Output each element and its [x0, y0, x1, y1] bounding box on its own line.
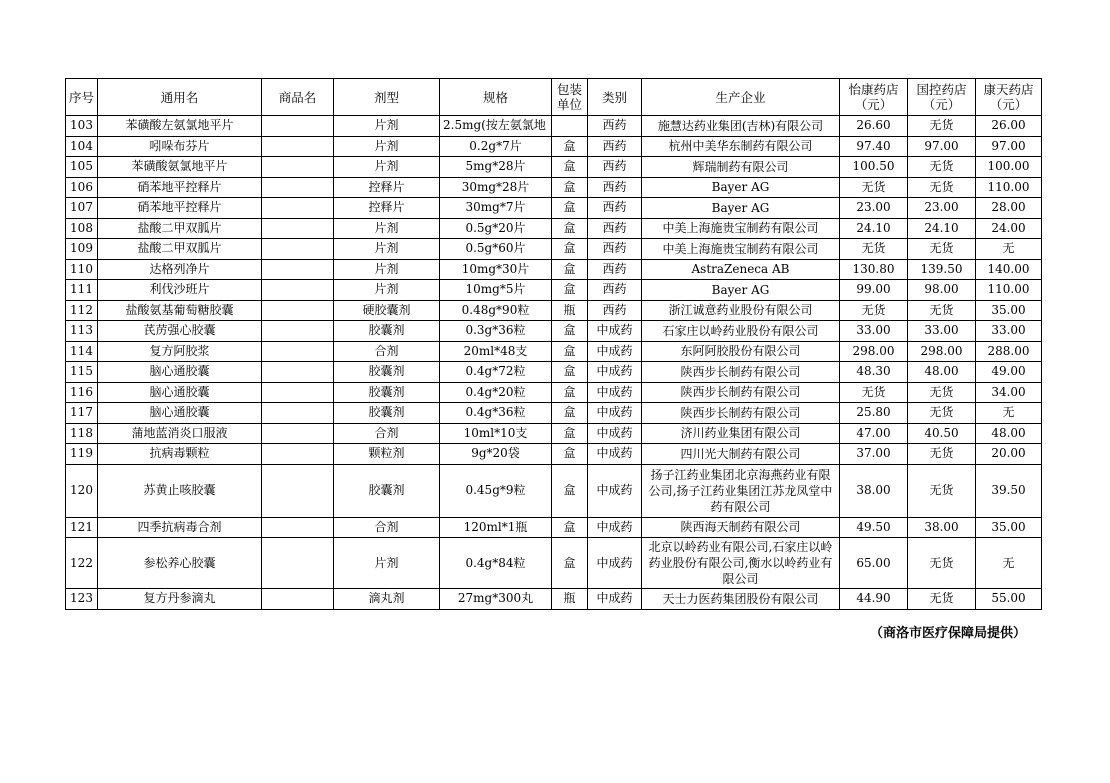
table-row — [66, 198, 1042, 219]
cell-price-guokong: 无货 — [908, 403, 976, 424]
cell-seq: 120 — [66, 464, 98, 517]
table-body — [66, 116, 1042, 610]
cell-category: 西药 — [588, 177, 642, 198]
cell-price-guokong: 无货 — [908, 589, 976, 610]
cell-price-yikang: 25.80 — [840, 403, 908, 424]
cell-package-unit: 盒 — [552, 538, 588, 589]
cell-seq: 103 — [66, 116, 98, 137]
cell-category: 西药 — [588, 116, 642, 137]
cell-price-yikang: 无货 — [840, 382, 908, 403]
cell-spec: 120ml*1瓶 — [440, 517, 552, 538]
table-header-row — [66, 79, 1042, 116]
cell-price-kangtian: 48.00 — [976, 423, 1042, 444]
cell-brand-name — [262, 321, 334, 342]
cell-generic-name: 复方阿胶浆 — [98, 341, 262, 362]
cell-seq: 112 — [66, 300, 98, 321]
cell-generic-name: 苯磺酸左氨氯地平片 — [98, 116, 262, 137]
table-row — [66, 259, 1042, 280]
cell-dosage-form: 片剂 — [334, 259, 440, 280]
cell-seq: 108 — [66, 218, 98, 239]
cell-seq: 122 — [66, 538, 98, 589]
cell-price-guokong: 无货 — [908, 177, 976, 198]
cell-dosage-form: 片剂 — [334, 280, 440, 301]
table-row — [66, 341, 1042, 362]
cell-spec: 0.4g*84粒 — [440, 538, 552, 589]
header-brand-name: 商品名 — [262, 79, 334, 116]
cell-price-yikang: 130.80 — [840, 259, 908, 280]
cell-dosage-form: 片剂 — [334, 218, 440, 239]
cell-price-guokong: 无货 — [908, 157, 976, 178]
table-row — [66, 382, 1042, 403]
drug-price-table — [65, 78, 1042, 610]
cell-brand-name — [262, 403, 334, 424]
cell-category: 西药 — [588, 136, 642, 157]
cell-spec: 0.4g*72粒 — [440, 362, 552, 383]
cell-category: 西药 — [588, 259, 642, 280]
cell-dosage-form: 片剂 — [334, 116, 440, 137]
cell-price-guokong: 无货 — [908, 538, 976, 589]
cell-package-unit: 盒 — [552, 321, 588, 342]
cell-package-unit: 盒 — [552, 177, 588, 198]
cell-package-unit: 盒 — [552, 136, 588, 157]
cell-price-kangtian: 110.00 — [976, 280, 1042, 301]
cell-manufacturer: 扬子江药业集团北京海燕药业有限公司,扬子江药业集团江苏龙凤堂中药有限公司 — [642, 464, 840, 517]
cell-brand-name — [262, 341, 334, 362]
table-row — [66, 403, 1042, 424]
table-row — [66, 157, 1042, 178]
cell-generic-name: 盐酸二甲双胍片 — [98, 218, 262, 239]
cell-price-guokong: 40.50 — [908, 423, 976, 444]
cell-generic-name: 盐酸二甲双胍片 — [98, 239, 262, 260]
cell-spec: 0.4g*36粒 — [440, 403, 552, 424]
cell-category: 中成药 — [588, 538, 642, 589]
cell-generic-name: 脑心通胶囊 — [98, 362, 262, 383]
cell-dosage-form: 滴丸剂 — [334, 589, 440, 610]
cell-price-yikang: 38.00 — [840, 464, 908, 517]
cell-brand-name — [262, 464, 334, 517]
cell-brand-name — [262, 300, 334, 321]
cell-seq: 116 — [66, 382, 98, 403]
cell-seq: 104 — [66, 136, 98, 157]
cell-price-kangtian: 24.00 — [976, 218, 1042, 239]
cell-package-unit: 盒 — [552, 517, 588, 538]
table-row — [66, 177, 1042, 198]
cell-category: 中成药 — [588, 464, 642, 517]
cell-price-guokong: 23.00 — [908, 198, 976, 219]
cell-seq: 114 — [66, 341, 98, 362]
cell-dosage-form: 片剂 — [334, 239, 440, 260]
cell-package-unit: 盒 — [552, 198, 588, 219]
cell-spec: 0.3g*36粒 — [440, 321, 552, 342]
cell-seq: 121 — [66, 517, 98, 538]
header-store-guokong: 国控药店（元） — [908, 79, 976, 116]
cell-spec: 0.2g*7片 — [440, 136, 552, 157]
cell-category: 中成药 — [588, 362, 642, 383]
cell-dosage-form: 胶囊剂 — [334, 382, 440, 403]
cell-spec: 27mg*300丸 — [440, 589, 552, 610]
cell-manufacturer: 中美上海施贵宝制药有限公司 — [642, 239, 840, 260]
cell-brand-name — [262, 589, 334, 610]
cell-dosage-form: 合剂 — [334, 423, 440, 444]
cell-category: 中成药 — [588, 517, 642, 538]
cell-dosage-form: 片剂 — [334, 538, 440, 589]
cell-spec: 20ml*48支 — [440, 341, 552, 362]
cell-seq: 109 — [66, 239, 98, 260]
cell-package-unit: 盒 — [552, 157, 588, 178]
cell-spec: 10mg*5片 — [440, 280, 552, 301]
cell-package-unit: 盒 — [552, 464, 588, 517]
cell-generic-name: 复方丹参滴丸 — [98, 589, 262, 610]
cell-price-guokong: 97.00 — [908, 136, 976, 157]
cell-category: 西药 — [588, 198, 642, 219]
cell-dosage-form: 胶囊剂 — [334, 464, 440, 517]
cell-seq: 113 — [66, 321, 98, 342]
table-row — [66, 280, 1042, 301]
cell-price-kangtian: 110.00 — [976, 177, 1042, 198]
header-manufacturer: 生产企业 — [642, 79, 840, 116]
cell-price-kangtian: 39.50 — [976, 464, 1042, 517]
table-row — [66, 136, 1042, 157]
cell-price-kangtian: 49.00 — [976, 362, 1042, 383]
cell-generic-name: 脑心通胶囊 — [98, 403, 262, 424]
cell-price-yikang: 100.50 — [840, 157, 908, 178]
cell-price-kangtian: 无 — [976, 538, 1042, 589]
header-spec: 规格 — [440, 79, 552, 116]
cell-dosage-form: 合剂 — [334, 517, 440, 538]
cell-price-guokong: 48.00 — [908, 362, 976, 383]
cell-package-unit: 盒 — [552, 362, 588, 383]
cell-spec: 0.5g*20片 — [440, 218, 552, 239]
cell-brand-name — [262, 517, 334, 538]
cell-price-kangtian: 100.00 — [976, 157, 1042, 178]
cell-dosage-form: 片剂 — [334, 136, 440, 157]
cell-manufacturer: 济川药业集团有限公司 — [642, 423, 840, 444]
table-row — [66, 300, 1042, 321]
cell-category: 中成药 — [588, 403, 642, 424]
cell-price-kangtian: 35.00 — [976, 300, 1042, 321]
cell-spec: 10mg*30片 — [440, 259, 552, 280]
table-row — [66, 464, 1042, 517]
cell-spec: 5mg*28片 — [440, 157, 552, 178]
cell-generic-name: 参松养心胶囊 — [98, 538, 262, 589]
cell-spec: 0.4g*20粒 — [440, 382, 552, 403]
cell-price-yikang: 47.00 — [840, 423, 908, 444]
cell-price-yikang: 无货 — [840, 239, 908, 260]
table-row — [66, 362, 1042, 383]
header-seq: 序号 — [66, 79, 98, 116]
cell-price-kangtian: 无 — [976, 403, 1042, 424]
cell-price-guokong: 无货 — [908, 300, 976, 321]
cell-brand-name — [262, 218, 334, 239]
header-category: 类别 — [588, 79, 642, 116]
cell-price-yikang: 37.00 — [840, 444, 908, 465]
cell-package-unit: 盒 — [552, 403, 588, 424]
cell-category: 中成药 — [588, 382, 642, 403]
cell-brand-name — [262, 423, 334, 444]
cell-price-guokong: 298.00 — [908, 341, 976, 362]
cell-brand-name — [262, 280, 334, 301]
table-row — [66, 423, 1042, 444]
cell-price-guokong: 无货 — [908, 444, 976, 465]
cell-price-kangtian: 无 — [976, 239, 1042, 260]
cell-manufacturer: 杭州中美华东制药有限公司 — [642, 136, 840, 157]
cell-generic-name: 利伐沙班片 — [98, 280, 262, 301]
price-table-container — [65, 78, 1042, 610]
source-note: （商洛市医疗保障局提供） — [869, 626, 1026, 641]
cell-dosage-form: 控释片 — [334, 198, 440, 219]
cell-price-kangtian: 34.00 — [976, 382, 1042, 403]
cell-package-unit: 盒 — [552, 423, 588, 444]
cell-category: 中成药 — [588, 423, 642, 444]
cell-price-yikang: 33.00 — [840, 321, 908, 342]
cell-seq: 119 — [66, 444, 98, 465]
cell-category: 西药 — [588, 157, 642, 178]
cell-category: 西药 — [588, 300, 642, 321]
cell-seq: 110 — [66, 259, 98, 280]
cell-price-yikang: 48.30 — [840, 362, 908, 383]
cell-price-guokong: 无货 — [908, 464, 976, 517]
cell-price-kangtian: 35.00 — [976, 517, 1042, 538]
cell-manufacturer: AstraZeneca AB — [642, 259, 840, 280]
cell-category: 西药 — [588, 239, 642, 260]
cell-price-yikang: 无货 — [840, 177, 908, 198]
cell-dosage-form: 颗粒剂 — [334, 444, 440, 465]
cell-spec: 0.45g*9粒 — [440, 464, 552, 517]
header-package-unit: 包装单位 — [552, 79, 588, 116]
cell-price-guokong: 无货 — [908, 239, 976, 260]
cell-category: 中成药 — [588, 321, 642, 342]
cell-category: 西药 — [588, 218, 642, 239]
cell-category: 中成药 — [588, 444, 642, 465]
cell-package-unit: 盒 — [552, 239, 588, 260]
cell-manufacturer: Bayer AG — [642, 280, 840, 301]
cell-spec: 30mg*7片 — [440, 198, 552, 219]
table-row — [66, 321, 1042, 342]
cell-category: 中成药 — [588, 341, 642, 362]
cell-generic-name: 苏黄止咳胶囊 — [98, 464, 262, 517]
cell-manufacturer: 陕西海天制药有限公司 — [642, 517, 840, 538]
cell-price-yikang: 65.00 — [840, 538, 908, 589]
cell-brand-name — [262, 362, 334, 383]
cell-manufacturer: 天士力医药集团股份有限公司 — [642, 589, 840, 610]
cell-price-guokong: 98.00 — [908, 280, 976, 301]
cell-generic-name: 苯磺酸氨氯地平片 — [98, 157, 262, 178]
cell-spec: 0.5g*60片 — [440, 239, 552, 260]
cell-manufacturer: 陕西步长制药有限公司 — [642, 362, 840, 383]
cell-manufacturer: Bayer AG — [642, 198, 840, 219]
header-store-kangtian: 康天药店（元） — [976, 79, 1042, 116]
cell-price-yikang: 99.00 — [840, 280, 908, 301]
table-row — [66, 116, 1042, 137]
cell-dosage-form: 胶囊剂 — [334, 321, 440, 342]
cell-dosage-form: 控释片 — [334, 177, 440, 198]
cell-seq: 105 — [66, 157, 98, 178]
cell-generic-name: 硝苯地平控释片 — [98, 198, 262, 219]
cell-manufacturer: 辉瑞制药有限公司 — [642, 157, 840, 178]
cell-seq: 107 — [66, 198, 98, 219]
cell-package-unit: 盒 — [552, 218, 588, 239]
cell-dosage-form: 硬胶囊剂 — [334, 300, 440, 321]
cell-package-unit: 盒 — [552, 444, 588, 465]
cell-price-kangtian: 140.00 — [976, 259, 1042, 280]
cell-price-guokong: 24.10 — [908, 218, 976, 239]
cell-category: 中成药 — [588, 589, 642, 610]
cell-generic-name: 硝苯地平控释片 — [98, 177, 262, 198]
cell-dosage-form: 合剂 — [334, 341, 440, 362]
cell-generic-name: 盐酸氨基葡萄糖胶囊 — [98, 300, 262, 321]
cell-package-unit — [552, 116, 588, 137]
cell-manufacturer: 施慧达药业集团(吉林)有限公司 — [642, 116, 840, 137]
cell-price-guokong: 33.00 — [908, 321, 976, 342]
cell-brand-name — [262, 259, 334, 280]
cell-price-guokong: 139.50 — [908, 259, 976, 280]
table-row — [66, 444, 1042, 465]
cell-price-yikang: 26.60 — [840, 116, 908, 137]
cell-price-guokong: 38.00 — [908, 517, 976, 538]
cell-dosage-form: 片剂 — [334, 157, 440, 178]
cell-spec: 9g*20袋 — [440, 444, 552, 465]
cell-price-kangtian: 33.00 — [976, 321, 1042, 342]
cell-brand-name — [262, 198, 334, 219]
cell-package-unit: 盒 — [552, 341, 588, 362]
cell-brand-name — [262, 239, 334, 260]
cell-seq: 111 — [66, 280, 98, 301]
cell-spec: 2.5mg(按左氨氯地 — [440, 116, 552, 137]
cell-seq: 123 — [66, 589, 98, 610]
cell-price-kangtian: 288.00 — [976, 341, 1042, 362]
cell-category: 西药 — [588, 280, 642, 301]
cell-dosage-form: 胶囊剂 — [334, 403, 440, 424]
cell-manufacturer: 四川光大制药有限公司 — [642, 444, 840, 465]
cell-generic-name: 脑心通胶囊 — [98, 382, 262, 403]
cell-package-unit: 盒 — [552, 382, 588, 403]
cell-spec: 0.48g*90粒 — [440, 300, 552, 321]
cell-brand-name — [262, 157, 334, 178]
cell-brand-name — [262, 382, 334, 403]
header-dosage-form: 剂型 — [334, 79, 440, 116]
table-row — [66, 517, 1042, 538]
cell-price-yikang: 298.00 — [840, 341, 908, 362]
cell-generic-name: 蒲地蓝消炎口服液 — [98, 423, 262, 444]
cell-manufacturer: 中美上海施贵宝制药有限公司 — [642, 218, 840, 239]
cell-price-guokong: 无货 — [908, 382, 976, 403]
cell-seq: 117 — [66, 403, 98, 424]
table-row — [66, 589, 1042, 610]
cell-generic-name: 达格列净片 — [98, 259, 262, 280]
cell-package-unit: 盒 — [552, 259, 588, 280]
cell-brand-name — [262, 177, 334, 198]
cell-manufacturer: 陕西步长制药有限公司 — [642, 403, 840, 424]
cell-price-yikang: 97.40 — [840, 136, 908, 157]
cell-brand-name — [262, 444, 334, 465]
cell-spec: 30mg*28片 — [440, 177, 552, 198]
cell-generic-name: 抗病毒颗粒 — [98, 444, 262, 465]
cell-price-kangtian: 26.00 — [976, 116, 1042, 137]
cell-seq: 118 — [66, 423, 98, 444]
cell-spec: 10ml*10支 — [440, 423, 552, 444]
table-row — [66, 218, 1042, 239]
cell-generic-name: 吲哚布芬片 — [98, 136, 262, 157]
cell-price-kangtian: 28.00 — [976, 198, 1042, 219]
cell-dosage-form: 胶囊剂 — [334, 362, 440, 383]
cell-manufacturer: Bayer AG — [642, 177, 840, 198]
cell-price-guokong: 无货 — [908, 116, 976, 137]
cell-price-yikang: 49.50 — [840, 517, 908, 538]
header-generic-name: 通用名 — [98, 79, 262, 116]
cell-manufacturer: 东阿阿胶股份有限公司 — [642, 341, 840, 362]
cell-manufacturer: 北京以岭药业有限公司,石家庄以岭药业股份有限公司,衡水以岭药业有限公司 — [642, 538, 840, 589]
cell-seq: 115 — [66, 362, 98, 383]
cell-manufacturer: 石家庄以岭药业股份有限公司 — [642, 321, 840, 342]
cell-price-kangtian: 20.00 — [976, 444, 1042, 465]
table-row — [66, 239, 1042, 260]
cell-price-yikang: 23.00 — [840, 198, 908, 219]
cell-brand-name — [262, 136, 334, 157]
cell-manufacturer: 浙江诚意药业股份有限公司 — [642, 300, 840, 321]
cell-package-unit: 瓶 — [552, 300, 588, 321]
cell-generic-name: 芪苈强心胶囊 — [98, 321, 262, 342]
cell-generic-name: 四季抗病毒合剂 — [98, 517, 262, 538]
cell-price-kangtian: 97.00 — [976, 136, 1042, 157]
cell-manufacturer: 陕西步长制药有限公司 — [642, 382, 840, 403]
cell-price-kangtian: 55.00 — [976, 589, 1042, 610]
cell-price-yikang: 24.10 — [840, 218, 908, 239]
cell-brand-name — [262, 116, 334, 137]
cell-price-yikang: 无货 — [840, 300, 908, 321]
cell-package-unit: 盒 — [552, 280, 588, 301]
cell-brand-name — [262, 538, 334, 589]
cell-package-unit: 瓶 — [552, 589, 588, 610]
cell-price-yikang: 44.90 — [840, 589, 908, 610]
header-store-yikang: 怡康药店（元） — [840, 79, 908, 116]
table-row — [66, 538, 1042, 589]
cell-seq: 106 — [66, 177, 98, 198]
